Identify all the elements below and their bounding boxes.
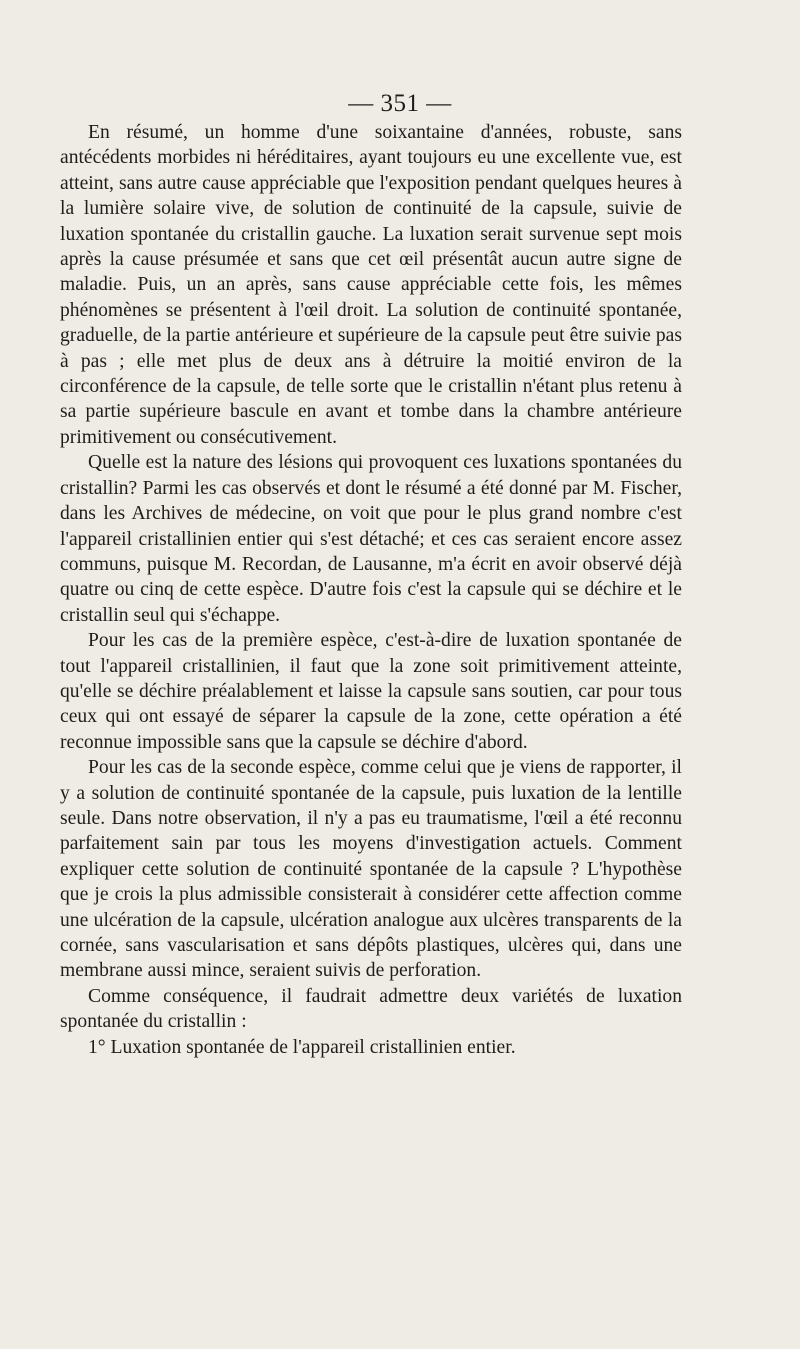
paragraph-first-species: Pour les cas de la première espèce, c'est-à-dire de luxation spontanée de tout l'appareil cristallinien, il faut que la zone soit primitivement atteinte, qu'elle se déchire préalablement et laisse la capsule sans soutien, car pour tous ceux qui ont essayé de séparer la capsule de la zone, cette opération a été reconnue impossible sans que la capsule se déchire d'abord. [60, 630, 682, 753]
paragraph-nature-of-lesions: Quelle est la nature des lésions qui provoquent ces luxations spontanées du cristallin? Parmi les cas observés et dont le résumé a été donné par M. Fischer, dans les Archives de médecine, on voit que pour le plus grand nombre c'est l'appareil cristallinien entier qui s'est détaché; et ces cas seraient encore assez communs, puisque M. Recordan, de Lausanne, m'a écrit en avoir observé déjà quatre ou cinq de cette espèce. D'autre fois c'est la capsule qui se déchire et le cristallin seul qui s'échappe. [60, 452, 682, 626]
page-number: — 351 — [348, 90, 452, 117]
paragraph-summary: En résumé, un homme d'une soixantaine d'années, robuste, sans antécédents morbides ni héréditaires, ayant toujours eu une excellente vue, est atteint, sans autre cause appréciable que l'exposition pendant quelques heures à la lumière solaire vive, de solution de continuité de la capsule, suivie de luxation spontanée du cristallin gauche. La luxation serait survenue sept mois après la cause présumée et sans que cet œil présentât aucun autre signe de maladie. Puis, un an après, sans cause appréciable cette fois, les mêmes phénomènes se présentent à l'œil droit. La solution de continuité spontanée, graduelle, de la partie antérieure et supérieure de la capsule peut être suivie pas à pas ; elle met plus de deux ans à détruire la moitié environ de la circonférence de la capsule, de telle sorte que le cristallin n'étant plus retenu à sa partie supérieure bascule en avant et tombe dans la chambre antérieure primitivement ou consécutivement. [60, 122, 682, 448]
paragraph-list-item-1: 1° Luxation spontanée de l'appareil cristallinien entier. [88, 1036, 516, 1058]
body-text [60, 120, 682, 1060]
paragraph-second-species: Pour les cas de la seconde espèce, comme celui que je viens de rapporter, il y a solution de continuité spontanée de la capsule, puis luxation de la lentille seule. Dans notre observation, il n'y a pas eu traumatisme, l'œil a été reconnu parfaitement sain par tous les moyens d'investigation actuels. Comment expliquer cette solution de continuité spontanée de la capsule ? L'hypothèse que je crois la plus admissible consisterait à considérer cette affection comme une ulcération de la capsule, ulcération analogue aux ulcères transparents de la cornée, sans vascularisation et sans dépôts plastiques, ulcères qui, dans une membrane aussi mince, seraient suivis de perforation. [60, 757, 682, 982]
paragraph-consequence: Comme conséquence, il faudrait admettre deux variétés de luxation spontanée du cristallin : [60, 985, 682, 1033]
